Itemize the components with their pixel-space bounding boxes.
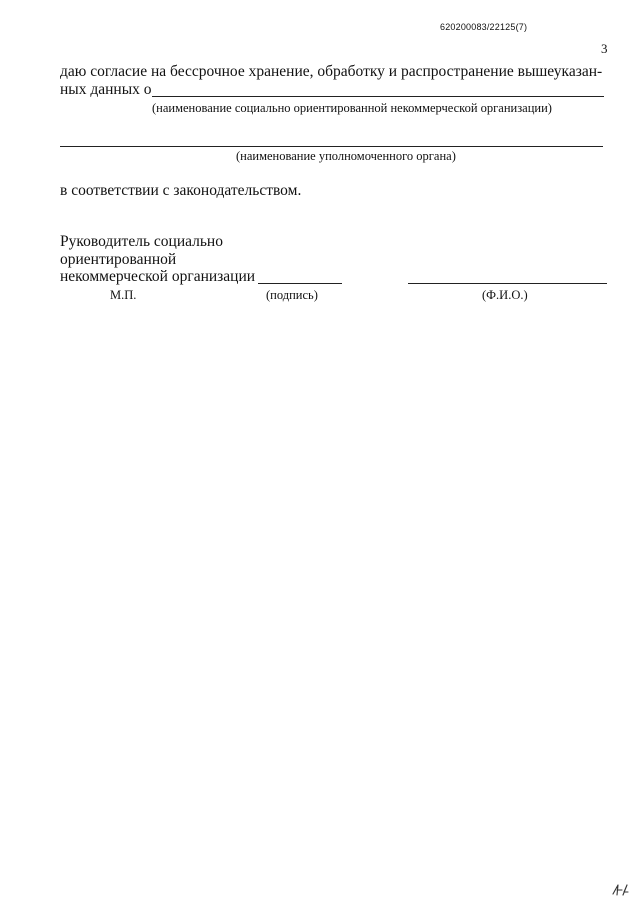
stamp-place-label: М.П.	[110, 288, 137, 302]
consent-text-line-1: даю согласие на бессрочное хранение, обработку и распространение вышеуказан-	[60, 63, 603, 80]
full-name-caption: (Ф.И.О.)	[482, 288, 528, 302]
organization-name-line	[152, 96, 604, 97]
signature-caption: (подпись)	[266, 288, 318, 302]
authority-name-line	[60, 146, 603, 147]
authority-name-caption: (наименование уполномоченного органа)	[236, 149, 456, 163]
consent-text-line-3: в соответствии с законодательством.	[60, 182, 302, 199]
signatory-title-line-2: ориентированной	[60, 251, 177, 268]
consent-text-line-2: ных данных о	[60, 81, 152, 98]
signatory-title-line-3: некоммерческой организации	[60, 268, 256, 285]
organization-name-caption: (наименование социально ориентированной некоммерческой организации)	[152, 101, 552, 115]
full-name-line	[408, 283, 607, 284]
signature-line	[258, 283, 342, 284]
signatory-title-line-1: Руководитель социально	[60, 233, 223, 250]
document-number: 620200083/22125(7)	[440, 22, 528, 32]
handwritten-mark-icon	[611, 882, 629, 898]
page-number: 3	[601, 41, 608, 56]
